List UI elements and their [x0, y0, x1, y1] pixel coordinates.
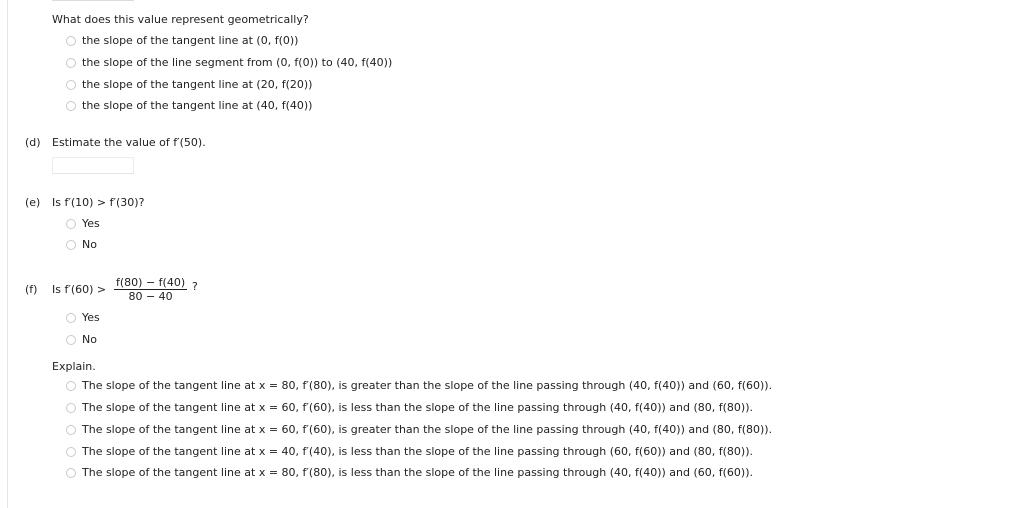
- option-label: the slope of the tangent line at (0, f(0)): [82, 34, 299, 47]
- option-label: Yes: [82, 217, 100, 230]
- part-e-option-yes[interactable]: [66, 217, 100, 230]
- explain-option-1[interactable]: [66, 379, 772, 392]
- explain-option-5[interactable]: [66, 466, 753, 479]
- radio-button[interactable]: [66, 381, 76, 391]
- option-label: the slope of the line segment from (0, f(0)) to (40, f(40)): [82, 56, 393, 69]
- explain-option-3[interactable]: [66, 423, 772, 436]
- part-e-label: (e): [25, 196, 41, 209]
- part-f-question-prefix: Is f′(60) >: [52, 283, 107, 296]
- part-f-fraction: [114, 276, 187, 304]
- part-e-option-no[interactable]: [66, 238, 97, 251]
- previous-answer-box-edge: [52, 0, 134, 1]
- part-e-question: Is f′(10) > f′(30)?: [52, 196, 145, 209]
- radio-button[interactable]: [66, 240, 76, 250]
- option-label: The slope of the tangent line at x = 80, f′(80), is less than the slope of the line passing through (40, f(40)) and (60, f(60)).: [82, 466, 753, 479]
- radio-button[interactable]: [66, 219, 76, 229]
- radio-button[interactable]: [66, 313, 76, 323]
- option-label: Yes: [82, 311, 100, 324]
- option-label: The slope of the tangent line at x = 80, f′(80), is greater than the slope of the line passing through (40, f(40)) and (60, f(60)).: [82, 379, 773, 392]
- part-d-label: (d): [25, 136, 41, 149]
- radio-button[interactable]: [66, 468, 76, 478]
- option-label: The slope of the tangent line at x = 40, f′(40), is less than the slope of the line passing through (60, f(60)) and (80, f(80)).: [82, 445, 753, 458]
- option-label: the slope of the tangent line at (40, f(40)): [82, 99, 313, 112]
- part-c-question: What does this value represent geometrically?: [52, 13, 309, 26]
- fraction-denominator: 80 − 40: [128, 290, 173, 303]
- radio-button[interactable]: [66, 36, 76, 46]
- part-f-option-yes[interactable]: [66, 311, 100, 324]
- part-c-option-4[interactable]: [66, 99, 312, 112]
- part-c-option-1[interactable]: [66, 34, 298, 47]
- radio-button[interactable]: [66, 425, 76, 435]
- part-c-option-3[interactable]: [66, 78, 312, 91]
- fraction-numerator: f(80) − f(40): [116, 276, 186, 289]
- part-f-label: (f): [25, 283, 38, 296]
- option-label: No: [82, 238, 97, 251]
- radio-button[interactable]: [66, 335, 76, 345]
- option-label: the slope of the tangent line at (20, f(20)): [82, 78, 313, 91]
- radio-button[interactable]: [66, 80, 76, 90]
- part-d-answer-input[interactable]: [52, 157, 134, 174]
- part-f-question-suffix: ?: [192, 280, 198, 293]
- option-label: The slope of the tangent line at x = 60, f′(60), is greater than the slope of the line passing through (40, f(40)) and (80, f(80)).: [82, 423, 773, 436]
- explain-option-2[interactable]: [66, 401, 753, 414]
- option-label: No: [82, 333, 97, 346]
- explain-option-4[interactable]: [66, 445, 753, 458]
- part-d-question: Estimate the value of f′(50).: [52, 136, 206, 149]
- explain-label: Explain.: [52, 360, 96, 373]
- radio-button[interactable]: [66, 101, 76, 111]
- radio-button[interactable]: [66, 403, 76, 413]
- part-f-option-no[interactable]: [66, 333, 97, 346]
- left-border: [7, 0, 8, 508]
- radio-button[interactable]: [66, 447, 76, 457]
- option-label: The slope of the tangent line at x = 60, f′(60), is less than the slope of the line passing through (40, f(40)) and (80, f(80)).: [82, 401, 753, 414]
- part-c-option-2[interactable]: [66, 56, 392, 69]
- radio-button[interactable]: [66, 58, 76, 68]
